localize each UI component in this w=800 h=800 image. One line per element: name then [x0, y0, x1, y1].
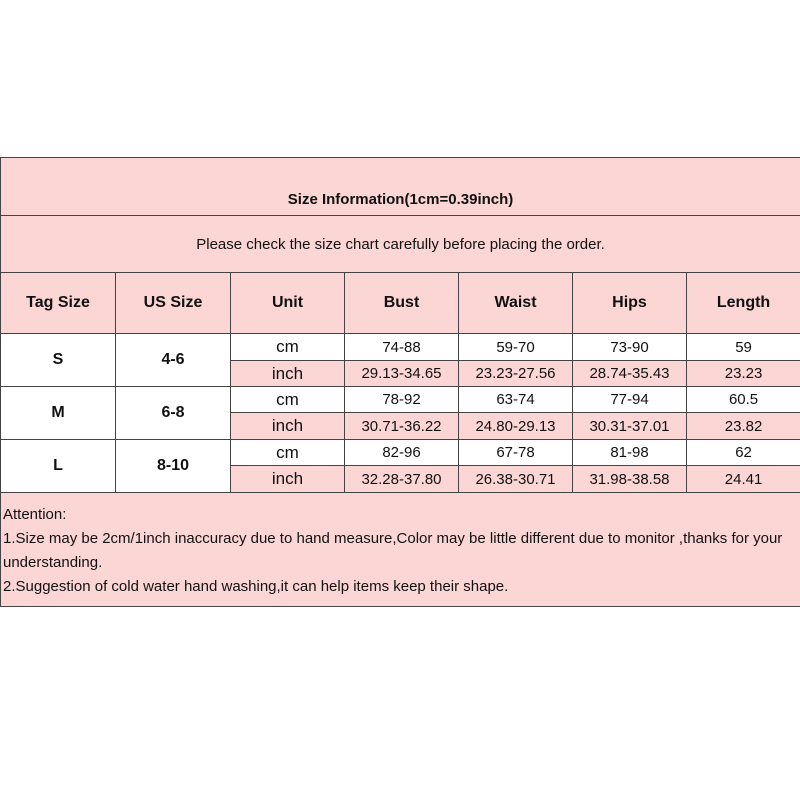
header-row — [1, 273, 800, 334]
unit-cell: inch — [231, 466, 345, 493]
length-cell: 60.5 — [687, 387, 800, 413]
us-size-cell: 4-6 — [116, 334, 231, 387]
header-bust: Bust — [345, 273, 459, 334]
hips-cell: 77-94 — [573, 387, 687, 413]
us-size-cell: 6-8 — [116, 387, 231, 440]
size-info-title: Size Information(1cm=0.39inch) — [1, 158, 800, 216]
attention-heading: Attention: — [3, 506, 67, 523]
tag-size-cell: S — [1, 334, 116, 387]
table-row — [1, 387, 800, 413]
waist-cell: 59-70 — [459, 334, 573, 361]
header-hips: Hips — [573, 273, 687, 334]
table-row — [1, 440, 800, 466]
length-cell: 59 — [687, 334, 800, 361]
waist-cell: 63-74 — [459, 387, 573, 413]
size-chart-instruction: Please check the size chart carefully before placing the order. — [1, 216, 800, 273]
bust-cell: 82-96 — [345, 440, 459, 466]
attention-line-1: 1.Size may be 2cm/1inch inaccuracy due to hand measure,Color may be little different due to monitor ,thanks for your understanding. — [3, 530, 783, 571]
hips-cell: 73-90 — [573, 334, 687, 361]
header-waist: Waist — [459, 273, 573, 334]
bust-cell: 78-92 — [345, 387, 459, 413]
attention-notes — [1, 493, 800, 607]
hips-cell: 30.31-37.01 — [573, 413, 687, 440]
waist-cell: 26.38-30.71 — [459, 466, 573, 493]
bust-cell: 30.71-36.22 — [345, 413, 459, 440]
tag-size-cell: M — [1, 387, 116, 440]
length-cell: 23.82 — [687, 413, 800, 440]
length-cell: 23.23 — [687, 361, 800, 387]
waist-cell: 23.23-27.56 — [459, 361, 573, 387]
size-chart-table — [0, 157, 800, 607]
header-tag-size: Tag Size — [1, 273, 116, 334]
tag-size-cell: L — [1, 440, 116, 493]
waist-cell: 67-78 — [459, 440, 573, 466]
table-row — [1, 334, 800, 361]
length-cell: 24.41 — [687, 466, 800, 493]
unit-cell: cm — [231, 440, 345, 466]
attention-line-2: 2.Suggestion of cold water hand washing,it can help items keep their shape. — [3, 578, 509, 595]
header-us-size: US Size — [116, 273, 231, 334]
hips-cell: 28.74-35.43 — [573, 361, 687, 387]
unit-cell: cm — [231, 334, 345, 361]
bust-cell: 32.28-37.80 — [345, 466, 459, 493]
bust-cell: 29.13-34.65 — [345, 361, 459, 387]
waist-cell: 24.80-29.13 — [459, 413, 573, 440]
bust-cell: 74-88 — [345, 334, 459, 361]
header-length: Length — [687, 273, 800, 334]
unit-cell: cm — [231, 387, 345, 413]
unit-cell: inch — [231, 361, 345, 387]
unit-cell: inch — [231, 413, 345, 440]
header-unit: Unit — [231, 273, 345, 334]
hips-cell: 31.98-38.58 — [573, 466, 687, 493]
us-size-cell: 8-10 — [116, 440, 231, 493]
length-cell: 62 — [687, 440, 800, 466]
hips-cell: 81-98 — [573, 440, 687, 466]
